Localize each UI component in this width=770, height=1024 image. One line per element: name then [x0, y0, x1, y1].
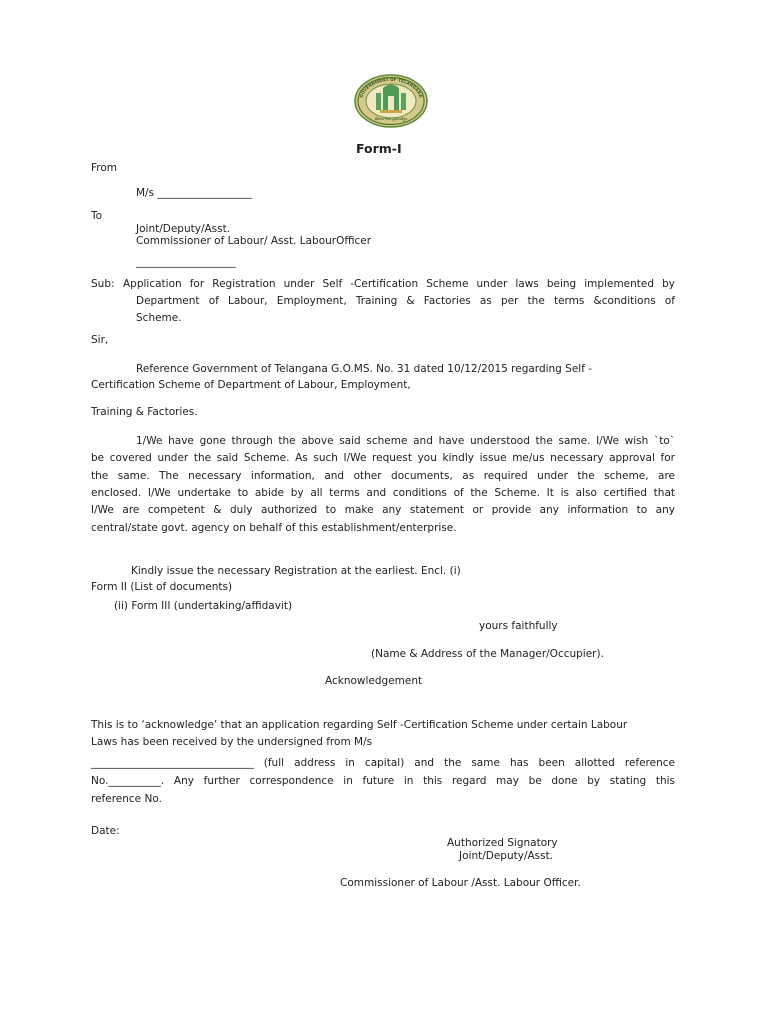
enclosure-1: Form II (List of documents) [91, 581, 233, 593]
subject-line-1: Application for Registration under Self -Certification Scheme under laws being implemented by [123, 278, 675, 290]
emblem-top-text: GOVERNMENT OF TELANGANA [358, 76, 424, 99]
signature-caption: (Name & Address of the Manager/Occupier). [371, 648, 604, 660]
reference-tail: Training & Factories. [91, 406, 198, 418]
body-line-2: be covered under the said Scheme. As such I/We request you kindly issue me/us necessary approval for [91, 452, 675, 464]
subject-line-2: Department of Labour, Employment, Training & Factories as per the terms &conditions of [136, 295, 675, 307]
subject-label: Sub: [91, 278, 115, 290]
subject-line-3: Scheme. [136, 312, 182, 324]
enclosure-2: (ii) Form III (undertaking/affidavit) [114, 600, 293, 612]
salutation: Sir, [91, 334, 109, 346]
ack-line-2: Laws has been received by the undersigned from M/s [91, 736, 373, 748]
telangana-emblem-icon [354, 74, 428, 128]
reference-line-2: Certification Scheme of Department of Labour, Employment, [91, 379, 411, 391]
ack-para-line-1: _______________________________ (full address in capital) and the same has been allotted reference [91, 757, 675, 769]
body-line-5: I/We are competent & duly authorized to make any statement or provide any information to any [91, 504, 675, 516]
to-label: To [91, 210, 103, 222]
body-line-6: central/state govt. agency on behalf of this establishment/enterprise. [91, 522, 457, 534]
ack-line-1: This is to ‘acknowledge’ that an application regarding Self -Certification Scheme under certain Labour [91, 719, 628, 731]
signatory-line-1: Authorized Signatory [447, 837, 558, 849]
body-line-3: the same. The necessary information, and other documents, as required under the scheme, are [91, 470, 675, 482]
ack-para-line-2: No.__________. Any further correspondence in future in this regard may be done by stating this [91, 775, 675, 787]
from-label: From [91, 162, 118, 174]
signatory-line-2: Joint/Deputy/Asst. [459, 850, 554, 862]
body-line-4: enclosed. I/We undertake to abide by all terms and conditions of the Scheme. It is also certified that [91, 487, 675, 499]
reference-line-1: Reference Government of Telangana G.O.MS. No. 31 dated 10/12/2015 regarding Self - [136, 363, 593, 375]
closing: yours faithfully [479, 620, 558, 632]
addressee-line-2: Commissioner of Labour/ Asst. LabourOfficer [136, 235, 372, 247]
request-line: Kindly issue the necessary Registration at the earliest. Encl. (i) [131, 565, 461, 577]
ms-line: M/s __________________ [136, 187, 252, 199]
signatory-office: Commissioner of Labour /Asst. Labour Officer. [340, 877, 581, 889]
date-label: Date: [91, 825, 120, 837]
acknowledgement-heading: Acknowledgement [325, 675, 423, 687]
body-line-1: 1/We have gone through the above said scheme and have understood the same. I/We wish `to` [136, 435, 675, 447]
addressee-line-1: Joint/Deputy/Asst. [136, 223, 231, 235]
addressee-blank: ___________________ [136, 256, 236, 268]
emblem-bottom-text: తెలంగాణ ప్రభుత్వం [374, 117, 408, 122]
form-title: Form-I [356, 141, 402, 156]
ack-para-line-3: reference No. [91, 793, 162, 805]
